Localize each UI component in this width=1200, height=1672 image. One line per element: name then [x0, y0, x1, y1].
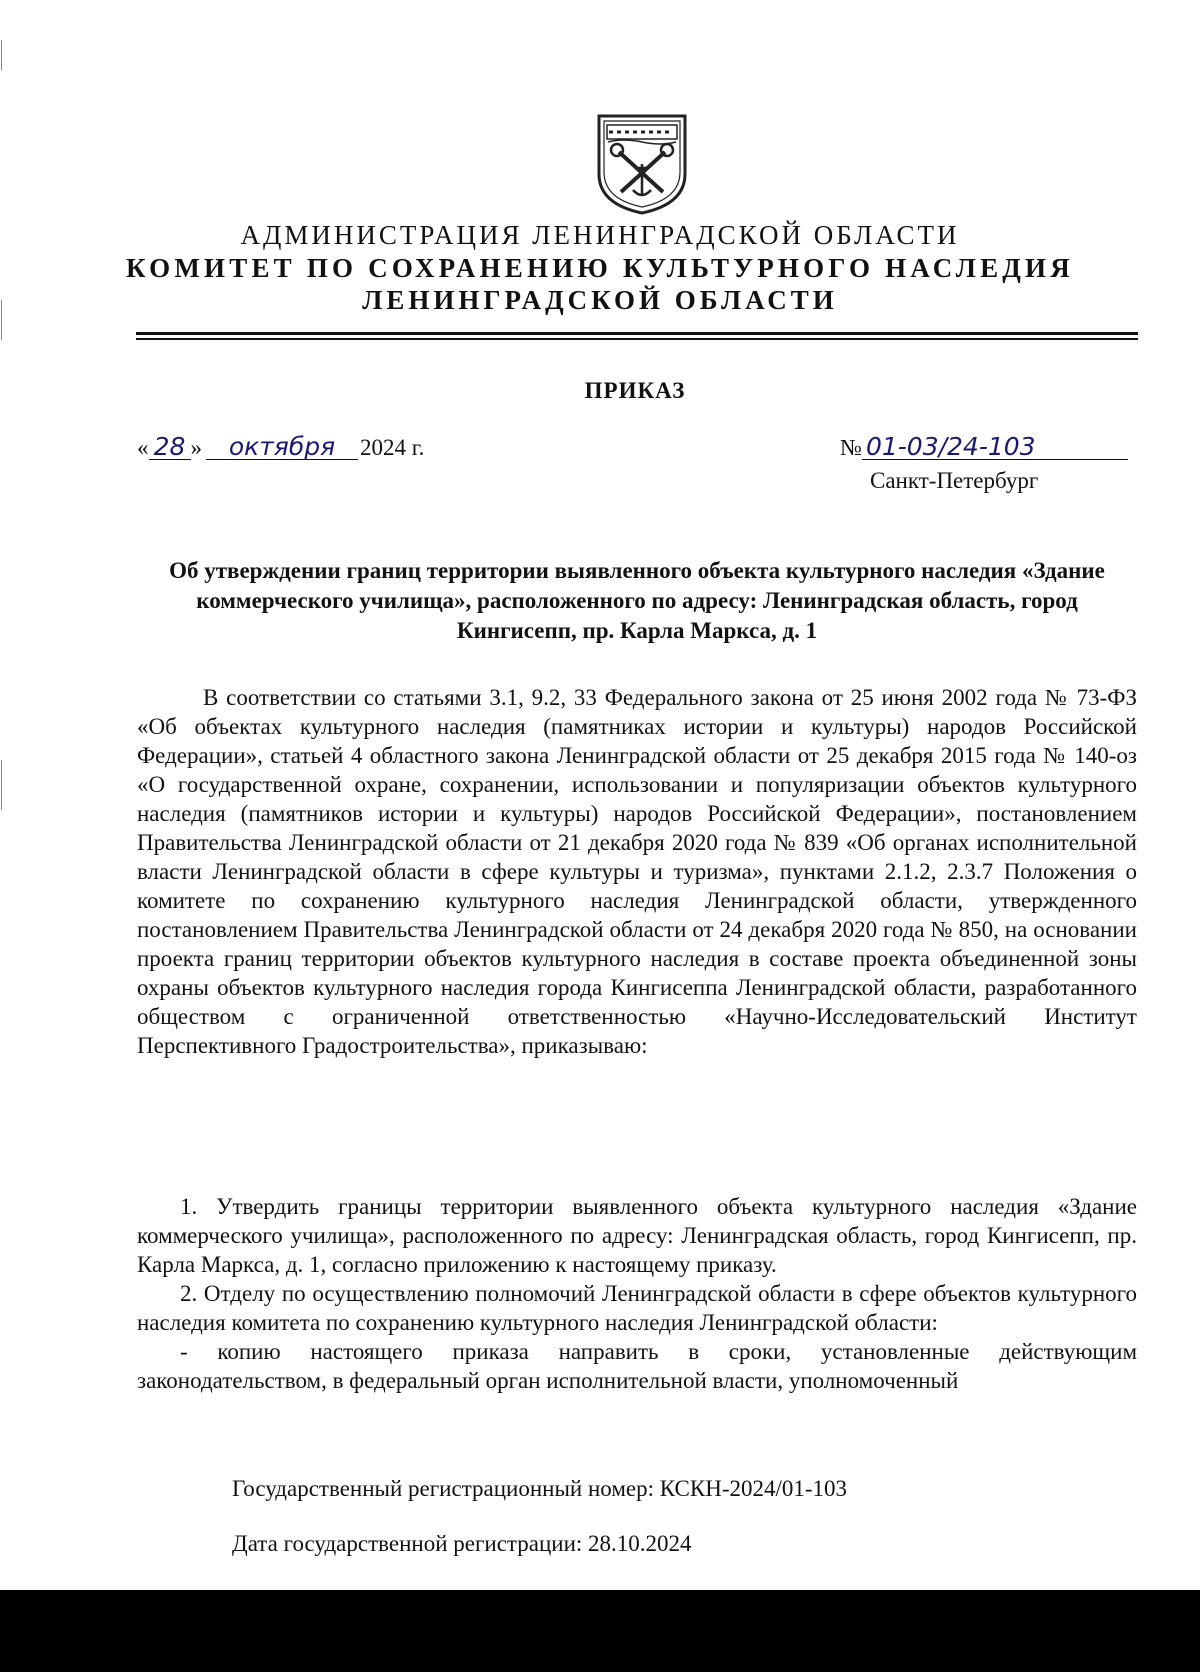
order-number	[840, 432, 1128, 461]
date-month: октября	[206, 435, 358, 460]
registration-date: Дата государственной регистрации: 28.10.2024	[232, 1531, 692, 1556]
order-date	[137, 432, 425, 461]
header-divider-thin	[136, 338, 1138, 340]
date-open-quote: «	[137, 435, 149, 460]
order-items	[137, 1192, 1137, 1395]
order-city: Санкт-Петербург	[870, 468, 1039, 493]
date-year: 2024 г.	[360, 435, 425, 460]
registration-number: Государственный регистрационный номер: КСКН-2024/01-103	[232, 1476, 848, 1501]
order-item-2-subitem: - копию настоящего приказа направить в сроки, установленные действующим законодательством, в федеральный орган исполнительной власти, уполномоченный	[137, 1339, 1137, 1393]
scan-edge-mark	[1, 760, 2, 810]
scan-edge-mark	[1, 300, 2, 340]
date-close-quote: »	[190, 435, 202, 460]
scan-bottom-border	[0, 1590, 1200, 1672]
number-sign: №	[840, 435, 862, 460]
scan-edge-mark	[1, 40, 2, 70]
preamble-paragraph: В соответствии со статьями 3.1, 9.2, 33 Федерального закона от 25 июня 2002 года № 73-ФЗ «Об объектах культурного наследия (памятниках истории и культуры) народов Российской Федерации», статьей 4 областного закона Ленинградской области от 25 декабря 2015 года № 140-оз «О государственной охране, сохранении, использовании и популяризации объектов культурного наследия (памятников истории и культуры) народов Российской Федерации», постановлением Правительства Ленинградской области от 21 декабря 2020 года № 839 «Об органах исполнительной власти Ленинградской области в сфере культуры и туризма», пунктами 2.1.2, 2.3.7 Положения о комитете по сохранению культурного наследия Ленинградской области, утвержденного постановлением Правительства Ленинградской области от 24 декабря 2020 года № 850, на основании проекта границ территории объектов культурного наследия в составе проекта объединенной зоны охраны объектов культурного наследия города Кингисеппа Ленинградской области, разработанного обществом с ограниченной ответственностью «Научно-Исследовательский Институт Перспективного Градостроительства», приказываю:	[137, 685, 1137, 1058]
coat-of-arms-icon	[593, 112, 691, 216]
committee-name: КОМИТЕТ ПО СОХРАНЕНИЮ КУЛЬТУРНОГО НАСЛЕДИЯ	[126, 253, 1074, 283]
order-item-1: 1. Утвердить границы территории выявленного объекта культурного наследия «Здание коммерческого училища», расположенного по адресу: Ленинградская область, город Кингисепп, пр. Карла Маркса, д. 1, согласно приложению к настоящему приказу.	[137, 1194, 1137, 1277]
region-name: ЛЕНИНГРАДСКОЙ ОБЛАСТИ	[362, 285, 838, 315]
document-title: Об утверждении границ территории выявленного объекта культурного наследия «Здание коммерческого училища», расположенного по адресу: Ленинградская область, город Кингисепп, пр. Карла Маркса, д. 1	[169, 558, 1105, 643]
header-divider-thick	[136, 332, 1138, 335]
order-number-value: 01-03/24-103	[862, 435, 1128, 460]
document-type-heading: ПРИКАЗ	[584, 378, 686, 403]
date-day: 28	[149, 435, 191, 460]
administration-name: АДМИНИСТРАЦИЯ ЛЕНИНГРАДСКОЙ ОБЛАСТИ	[240, 220, 960, 250]
order-item-2: 2. Отделу по осуществлению полномочий Ленинградской области в сфере объектов культурного наследия комитета по сохранению культурного наследия Ленинградской области:	[137, 1281, 1137, 1335]
